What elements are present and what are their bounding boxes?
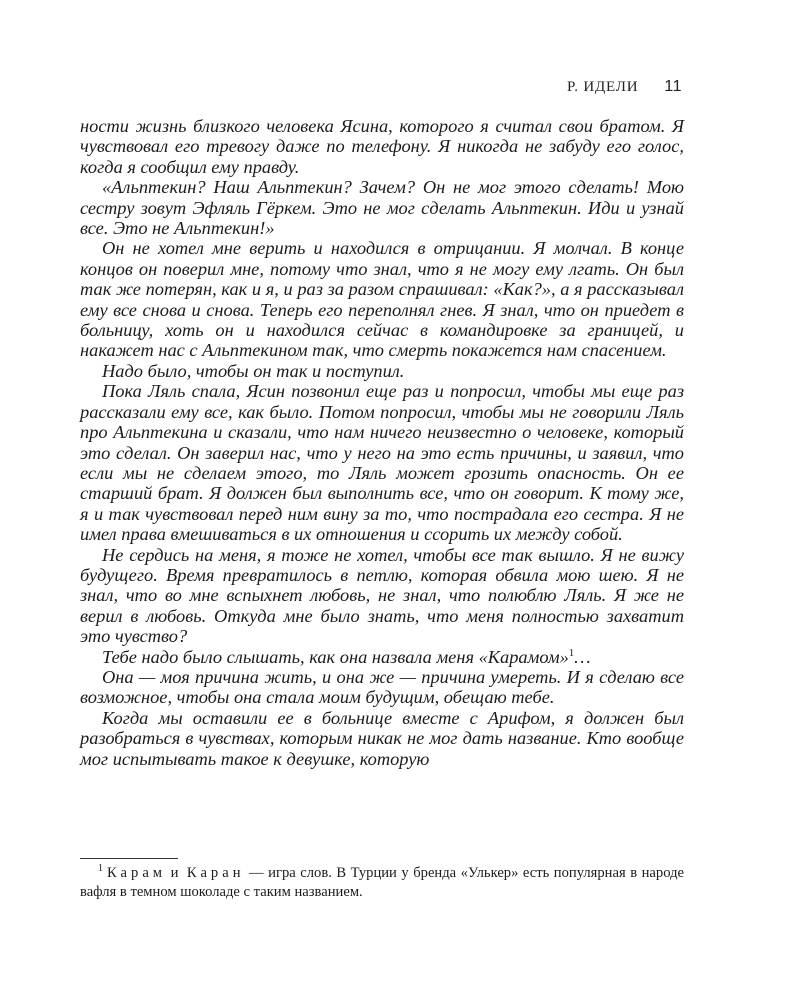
- footnote: [80, 864, 684, 902]
- footnote-text: — игра слов. В Турции у бренда «Улькер» есть популярная в народе вафля в темном шоколаде с таким названием.: [80, 865, 684, 900]
- running-head: [567, 78, 682, 96]
- footnote-term: Каран: [186, 865, 245, 881]
- paragraph: Не сердись на меня, я тоже не хотел, чтобы все так вышло. Я не вижу будущего. Время превратилось в петлю, которая обвила мою шею. Я не знал, что во мне вспыхнет любовь, не знал, что полюблю Ляль. Я же не верил в любовь. Откуда мне было знать, что меня полностью захватит это чувство?: [80, 544, 684, 647]
- footnote-term: Карам: [107, 865, 167, 881]
- paragraph: Когда мы оставили ее в больнице вместе с Арифом, я должен был разобраться в чувствах, которым никак не мог дать название. Кто вообще мог испытывать такое к девушке, которую: [80, 707, 684, 769]
- paragraph: Тебе надо было слышать, как она назвала меня «Карамом»$^1$…: [102, 646, 591, 667]
- page-number: 11: [664, 78, 682, 95]
- footnote-divider: [80, 858, 178, 859]
- footnote-marker[interactable]: 1: [568, 646, 575, 659]
- paragraph: Он не хотел мне верить и находился в отрицании. Я молчал. В конце концов он поверил мне, потому что знал, что я не могу ему лгать. Он был так же потерян, как и я, и раз за разом спрашивал: «Как?», а я рассказывал ему все снова и снова. Теперь его переполнял гнев. Я знал, что он приедет в больницу, хоть он и находился сейчас в командировке за границей, и накажет нас с Альптекином так, что смерть покажется нам спасением.: [80, 238, 684, 361]
- footnote-conjunction: и: [170, 865, 183, 881]
- paragraph: Надо было, чтобы он так и поступил.: [102, 360, 405, 381]
- body-text: [80, 116, 684, 769]
- paragraph: Пока Ляль спала, Ясин позвонил еще раз и попросил, чтобы мы еще раз рассказали ему все, как было. Потом попросил, чтобы мы не говорили Ляль про Альптекина и сказали, что нам ничего неизвестно о человеке, который это сделал. Он заверил нас, что у него на это есть причины, и заявил, что если мы не сделаем этого, то Ляль может грозить опасность. Он ее старший брат. Я должен был выполнить все, что он говорит. К тому же, я и так чувствовал перед ним вину за то, что пострадала его сестра. Я не имел права вмешиваться в их отношения и ссорить их между собой.: [80, 381, 684, 545]
- running-head-author: Р. ИДЕЛИ: [566, 79, 639, 95]
- paragraph: «Альптекин? Наш Альптекин? Зачем? Он не мог этого сделать! Мою сестру зовут Эфляль Гёркем. Это не мог сделать Альптекин. Иди и узнай все. Это не Альптекин!»: [80, 177, 684, 239]
- paragraph: Она — моя причина жить, и она же — причина умереть. И я сделаю все возможное, чтобы она стала моим будущим, обещаю тебе.: [80, 666, 684, 708]
- paragraph: ности жизнь близкого человека Ясина, которого я считал свои братом. Я чувствовал его тревогу даже по телефону. Я никогда не забуду его голос, когда я сообщил ему правду.: [80, 116, 684, 177]
- footnote-number: 1: [98, 863, 103, 875]
